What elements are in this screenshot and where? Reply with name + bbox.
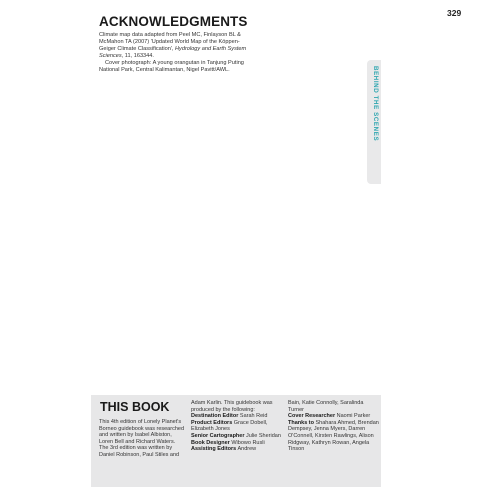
page-number: 329 (447, 8, 462, 18)
credit-line (191, 440, 283, 447)
credit-names: Naomi Parker (336, 413, 371, 420)
credit-role: Book Designer (191, 439, 230, 446)
credit-names: Sarah Reid (239, 413, 268, 420)
climate-credit-text: Climate map data adapted from Peel MC, Finlayson BL & McMahon TA (2007) 'Updated World Map of the Köppen-Geiger Climate Classification', (99, 32, 241, 52)
credit-names: Andrew (237, 446, 257, 453)
credit-role: Assisting Editors (191, 446, 237, 453)
this-book-column-2 (191, 400, 283, 453)
credit-line (288, 420, 380, 453)
this-book-intro-continued: Adam Karlin. This guidebook was produced by the following: (191, 400, 273, 413)
this-book-heading: THIS BOOK (100, 400, 170, 414)
credit-role: Destination Editor (191, 413, 239, 420)
credit-role: Product Editors (191, 419, 233, 426)
credit-names: Grace Dobell, Elizabeth Jones (191, 419, 268, 433)
this-book-column-3 (288, 400, 380, 453)
credit-names: Julie Sheridan (246, 432, 281, 439)
credit-line (191, 433, 283, 440)
journal-title: Hydrology and Earth System Sciences (99, 45, 247, 59)
climate-credit (99, 32, 249, 60)
credit-line (288, 413, 380, 420)
journal-volume: , 11, 163344. (121, 52, 154, 59)
credit-continued: Bain, Katie Connolly, Saralinda Turner (288, 400, 364, 413)
credit-line (191, 420, 283, 433)
cover-credit: Cover photograph: A young orangutan in Tanjung Puting National Park, Central Kalimantan, Nigel Pavitt/AWL. (99, 59, 244, 73)
credit-names: Shahara Ahmed, Brendan Dempsey, Jenna Myers, Darren O'Connell, Kirsten Rawlings, Alison Ridgway, Kathryn Rowan, Angela Tinson (288, 419, 379, 453)
credit-role: Senior Cartographer (191, 432, 245, 439)
credit-role: Thanks to (288, 419, 314, 426)
credit-role: Cover Researcher (288, 413, 336, 420)
credit-line (191, 413, 283, 420)
acknowledgments-heading: ACKNOWLEDGMENTS (99, 14, 248, 29)
credit-line (191, 446, 283, 453)
acknowledgments-body (99, 32, 249, 73)
credit-names: Wibowo Rusli (231, 439, 265, 446)
this-book-column-1 (99, 419, 184, 459)
this-book-intro: This 4th edition of Lonely Planet's Borneo guidebook was researched and written by Isabel Albiston, Loren Bell and Richard Waters. The 3rd edition was written by Daniel Robinson, Paul Stiles and (99, 419, 185, 458)
section-tab-label: BEHIND THE SCENES (372, 66, 379, 142)
